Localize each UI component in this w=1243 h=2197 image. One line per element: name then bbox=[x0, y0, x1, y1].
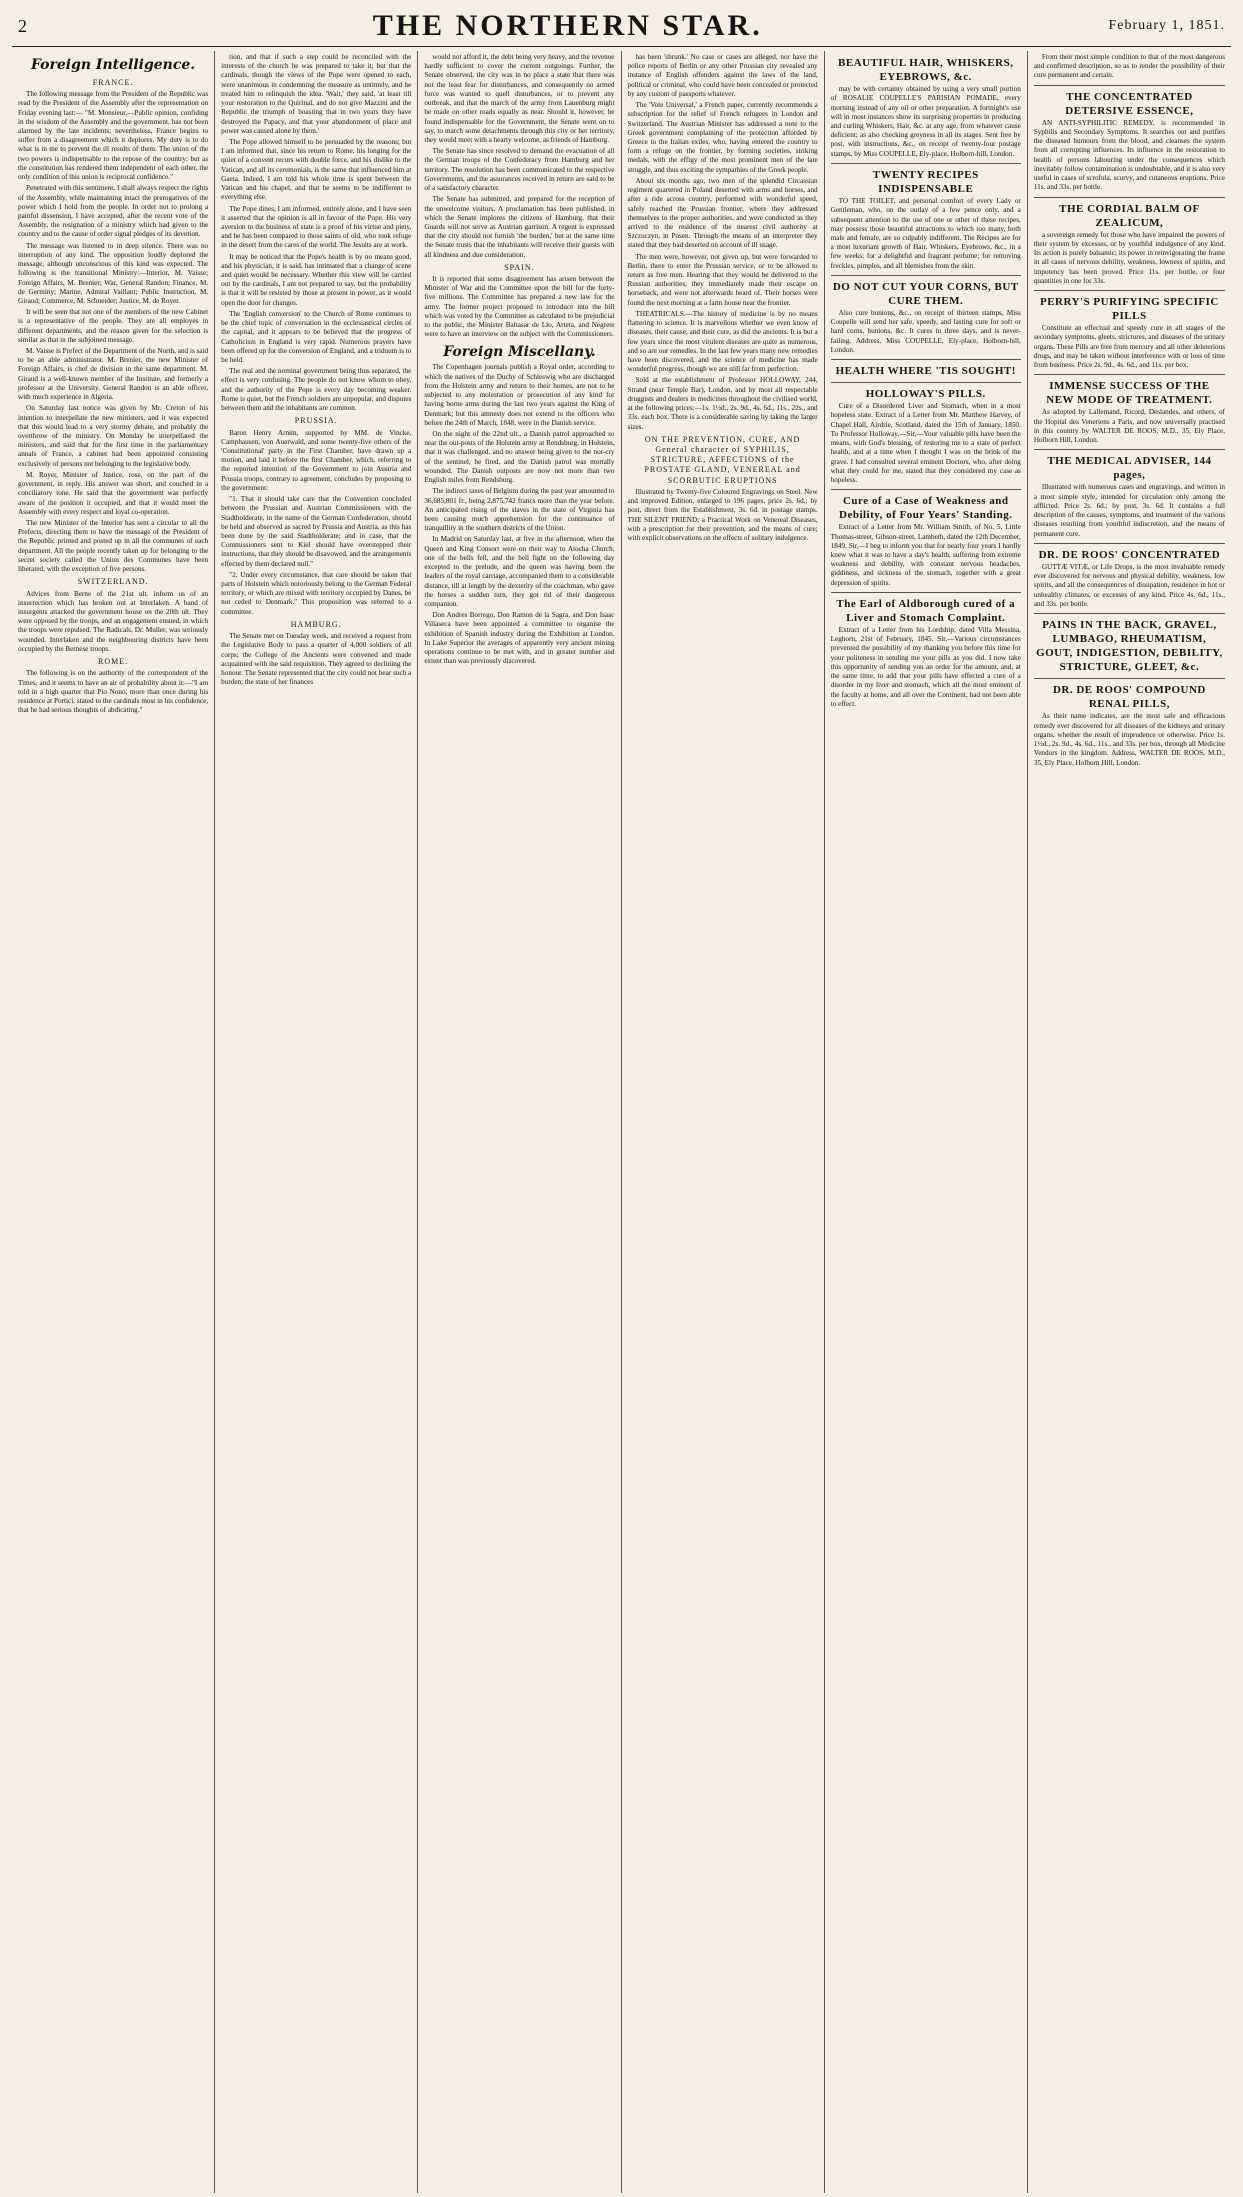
divider bbox=[1034, 374, 1225, 375]
article-paragraph: About six months ago, two men of the splendid Circassian regiment quartered in Poland deserted with arms and horses, and after a ride across country, performed with wonderful speed, safely reached the Prussian frontier, where they addressed themselves to the proper authorities, and were conducted as they arrived to the residence of the nearest civil authority at Szczuczyn, in Posen. Through the means of an interpreter they stated that they had deserted on account of ill usage. bbox=[627, 176, 818, 250]
divider bbox=[831, 163, 1021, 164]
article-heading: PERRY'S PURIFYING SPECIFIC PILLS bbox=[1039, 296, 1219, 323]
article-paragraph: Also cure bunions, &c., on receipt of thirteen stamps, Miss Coupelle will send her safe, speedy, and lasting cure for soft or hard corns, bunions, &c. It cures in three days, and is never-failing. Address, Miss COUPELLE, Ely-place, Holborn-hill, London. bbox=[830, 308, 1021, 354]
article-paragraph: M. Vaisse is Prefect of the Department of the North, and is said to be an able administrator. M. Brenier, the new Minister of Foreign Affairs, is chef de division in the same department. M. Giraud is a well-known member of the Institute, and formerly a professor at the University. General Randon is an able officer, with much experience in Algeria. bbox=[18, 347, 209, 402]
divider bbox=[1034, 85, 1225, 86]
column-3 bbox=[418, 51, 621, 2193]
divider bbox=[1034, 449, 1225, 450]
article-paragraph: On Saturday last notice was given by Mr. Creton of his intention to interpellate the new ministers, and it was expected that this would lead to a very stormy debate, and probably the overthrow of the ministry. On Monday he interpellated the ministers, and said that for the first time in the parliamentary annals of France, a cabinet had been appointed consisting exclusively of persons not belonging to the legislative body. bbox=[18, 404, 209, 468]
article-paragraph: Illustrated with numerous cases and engravings, and written in a most simple style, intended for circulation only among the afflicted. Price 2s. 6d.; by post, 3s. 6d. It contains a full description of the causes, symptoms, and treatment of the various diseases resulting from youthful indiscretion, and the means of permanent cure. bbox=[1033, 483, 1225, 538]
columns bbox=[12, 51, 1231, 2193]
article-paragraph: The Senate met on Tuesday week, and received a request from the Legislative Body to pass a quarter of 4,000 soldiers of all corps; the College of the Ancients were convened and made acquainted with the said requisition. They agreed to declining the honour. The Senate represented that the city could not bear such a burden; the state of her finances bbox=[221, 632, 412, 687]
article-paragraph: Advices from Berne of the 21st ult. inform us of an insurrection which has broken out at Interlaken. A band of insurgents attacked the government house on the 20th ult. They were opposed by the troops, and an engagement ensued, in which the troops were repulsed. The Radicals, Dr. Muller, was seriously wounded. Interlaken and the neighbouring districts have been occupied by the Bernese troops. bbox=[18, 589, 209, 653]
article-paragraph: On the night of the 22nd ult., a Danish patrol approached so near the out-posts of the Holstein army at Rendsburg, in Holstein, that it was challenged, and no answer being given to the nor-cry of the sentinel, he fired, and the Danish patrol was mortally wounded. The Danish outposts are now not more than two English miles from Rendsburg. bbox=[424, 430, 615, 485]
article-heading: IMMENSE SUCCESS OF THE NEW MODE OF TREATMENT. bbox=[1046, 380, 1213, 407]
article-paragraph: Penetrated with this sentiment, I shall always respect the rights of the Assembly, while maintaining intact the prerogatives of the power which I hold from the people. In order not to prolong a painful dissension, I have accepted, after the recent vote of the Assembly, the resignation of a ministry which had given to the country and to the cause of order signal pledges of its devotion. bbox=[18, 184, 209, 239]
issue-date: February 1, 1851. bbox=[1108, 18, 1225, 33]
article-paragraph: Cure of a Disordered Liver and Stomach, when in a most hopeless state. Extract of a Letter from Mr. Matthew Harvey, of Chapel Hall, Airdrie, Scotland, dated the 15th of January, 1850. To Professor Holloway,—Sir,—Your valuable pills have been the means, with God's blessing, of restoring me to a state of perfect health, and at a time when I thought I was on the brink of the grave. I had consulted several eminent Doctors, who, after doing what they could for me, stated that they considered my case as hopeless. bbox=[830, 402, 1021, 484]
divider bbox=[1034, 678, 1225, 679]
article-paragraph: Illustrated by Twenty-five Coloured Engravings on Steel. New and improved Edition, enlarged to 196 pages, price 2s. 6d.; by post, direct from the Establishment, 3s. 6d. in postage stamps. THE SILENT FRIEND; a Practical Work on Venereal Diseases, with a prescription for their prevention, and the means of cure; with explicit observations on the effects of solitary indulgence. bbox=[627, 487, 818, 543]
article-heading: DO NOT CUT YOUR CORNS, BUT CURE THEM. bbox=[832, 280, 1019, 307]
article-heading: HEALTH WHERE 'TIS SOUGHT! bbox=[835, 365, 1016, 378]
column-1 bbox=[12, 51, 215, 2193]
article-heading: Foreign Miscellany. bbox=[443, 343, 596, 360]
divider bbox=[831, 275, 1021, 276]
article-paragraph: The Pope allowed himself to be persuaded by the reasons; but I am informed that, since his return to Rome, his longing for the quiet of a convent recurs with double force, and his dislike to the Vatican, and all its ceremonials, is the same that influenced him at Gaeta. Indeed, I am told his whole time is spent between the Vatican and his chapel, and that he seems to be indifferent to everything else. bbox=[221, 137, 412, 202]
article-paragraph: The 'English conversion' to the Church of Rome continues to be the chief topic of conversation in the ecclesiastical circles of the capital, and it appears to be believed that the progress of Catholicism in England is very rapid. Numerous prayers have been offered up for the conversion of England, and a triduum is to be held. bbox=[221, 309, 412, 364]
article-heading: THE MEDICAL ADVISER, 144 pages, bbox=[1047, 455, 1212, 482]
article-heading: SPAIN. bbox=[504, 262, 535, 272]
divider bbox=[831, 359, 1021, 360]
divider bbox=[1034, 290, 1225, 291]
article-paragraph: The following message from the President of the Republic was read by the President of the Assembly after the representation on Friday evening last:— "M. Monsieur,—Public opinion, confiding in the wisdom of the Assembly and the government, has not been alarmed by the late incidents; nevertheless, France begins to suffer from a disagreement which it deplores. My duty is to do what is in me to prevent the ill results of them. The union of the two powers is indispensable to the repose of the country; but as the constitution has rendered them independent of each other, the only condition of this union is reciprocal confidence." bbox=[18, 90, 209, 182]
article-paragraph: From their most simple condition to that of the most dangerous and confirmed description, so as to render the possibility of their cure permanent and certain. bbox=[1033, 53, 1225, 80]
article-paragraph: M. Royer, Minister of Justice, rose, on the part of the government, in reply. His answer was short, and couched in a conciliatory tone. He said that the government was perfectly aware of the position it occupied, and that it would meet the Assembly with every respect and loyal co-operation. bbox=[18, 470, 209, 516]
article-heading: TWENTY RECIPES INDISPENSABLE bbox=[872, 168, 979, 195]
article-paragraph: It will be seen that not one of the members of the new Cabinet is a representative of the people. They are all employes in different departments, and the reason given for the selection is similar as that in the subjoined message. bbox=[18, 308, 209, 344]
article-paragraph: The following is on the authority of the correspondent of the Times, and it seems to have an air of probability about it:—"I am told in a high quarter that Pio Nono, more than once during his residence at Portici, stated to the cardinals most in his confidence, that he had serious thoughts of abdicating." bbox=[18, 669, 209, 715]
article-paragraph: The 'Vote Universal,' a French paper, currently recommends a subscription for the relief of French refugees in London and Switzerland. The Austrian Minister has addressed a note to the Greek government complaining of the protection afforded by Greece to the Italian exiles, who, having entered the country to form a refuge on the frontier, by forming societies, striking medals, with the effigy of the most prominent men of the late struggle, and thus exciting the sympathies of the Greek people. bbox=[627, 101, 818, 174]
article-heading: The Earl of Aldborough cured of a Liver and Stomach Complaint. bbox=[836, 597, 1016, 624]
article-paragraph: The men were, however, not given up, but were forwarded to Berlin, there to enter the Prussian service, or to be allowed to return as free men. Hearing that they would be delivered to the Russian authorities, they immediately made their escape on horseback, and were not afterwards heard of. Their horses were found the next morning at a farm house near the frontier. bbox=[627, 252, 818, 307]
article-paragraph: In Madrid on Saturday last, at five in the afternoon, when the Queen and King Consort were on their way to Atocha Church, one of the bells fell, and the bell fight on the following day excepted to the prelude, and the queen was having been the leaders of the royal carriage, accompanied them to a considerable distance, till at length by the dexterity of the coachman, who gave the horses a sudden turn, they got rid of their dangerous companion. bbox=[424, 535, 615, 608]
article-heading: HAMBURG. bbox=[290, 619, 342, 629]
article-heading: ROME. bbox=[98, 657, 129, 667]
article-heading: THE CORDIAL BALM OF ZEALICUM, bbox=[1059, 202, 1200, 229]
article-paragraph: "2. Under every circumstance, that care should be taken that parts of Holstein which notoriously belong to the German Federal territory, or which are mixed with territory occupied by Danes, be not ceded to Denmark." This proposition was referred to a committee. bbox=[221, 570, 412, 616]
newspaper-title: THE NORTHERN STAR. bbox=[372, 9, 763, 42]
divider bbox=[831, 489, 1021, 490]
article-paragraph: "1. That it should take care that the Convention concluded between the Prussian and Austrian Commissioners with the Stadtholderate, in the name of the German Confederation, should be held and observed as sacred by Prussia and Austria, as this has been done by the said Stadtholderate; and in case, that the Commissioners sent to Kiel should have overstepped their instructions, that they should be disavowed, and the arrangements effected by them declared null." bbox=[221, 495, 412, 568]
article-paragraph: It may be noticed that the Pope's health is by no means good, and his physician, it is said, has intimated that a change of scene and quiet would be necessary. Whether this view will be carried out by the cardinals, I am not prepared to say, but the probability is that it will be resisted by those at present in power, as it would open the door for changes. bbox=[221, 252, 412, 307]
article-heading: BEAUTIFUL HAIR, WHISKERS, EYEBROWS, &c. bbox=[837, 57, 1014, 84]
article-heading: FRANCE. bbox=[92, 77, 134, 87]
article-paragraph: Sold at the establishment of Professor HOLLOWAY, 244, Strand (near Temple Bar), London, and by most all respectable druggists and dealers in medicines throughout the civilised world, at the following prices:—1s. 1½d., 2s. 9d., 4s. 6d., 11s., 22s., and 33s. each box. There is a considerable saving by taking the larger sizes. bbox=[627, 376, 818, 431]
article-paragraph: The Senate has submitted, and prepared for the reception of the unwelcome visitors. A proclamation has been published, in which the Senate implores the citizens of Hamburg, that their Guards will not serve as Austrian garrison. A regent is expressed that the city should not furnish 'the burden,' but at the same time the Senate trusts that the inhabitants will receive their guests with all kindness and due consideration. bbox=[424, 195, 615, 259]
article-heading: THE CONCENTRATED DETERSIVE ESSENCE, bbox=[1065, 90, 1194, 117]
article-paragraph: The indirect taxes of Belgium during the past year amounted to 36,685,801 fr., being 2,875,742 francs more than the year before. An anticipated rising of the slaves in the state of Virginia has been causing much apprehension for the continuance of tranquillity in the southern districts of the Union. bbox=[424, 487, 615, 533]
article-paragraph: has been 'shrunk.' No case or cases are alleged, nor have the police reports of Berlin or any other Prussian city revealed any instance of English offenders against the laws of the land, political or criminal, who could have been concealed or protected by any custom of passports whatever. bbox=[627, 53, 818, 98]
masthead bbox=[12, 6, 1231, 47]
article-paragraph: Extract of a Letter from his Lordship, dated Villa Messina, Leghorn, 21st of February, 1845. Sir,—Various circumstances prevented the possibility of my thanking you before this time for your politeness in sending me your pills as you did. I now take this opportunity of sending you an order for the amount, and, at the same time, to add that your pills have effected a cure of a disorder in my liver and stomach, which all the most eminent of the faculty at home, and all over the Continent, had not been able to effect. bbox=[830, 626, 1021, 708]
article-paragraph: The Pope dines, I am informed, entirely alone, and I have seen it asserted that the opinion is all in favour of the Pope. His very aversion to the business of state is a proof of his virtue and piety, and he has been compared to those saints of old, who took refuge in the desert from the cares of the world. The Jesuits are at work. bbox=[221, 204, 412, 250]
article-paragraph: tion, and that if such a step could be reconciled with the interests of the church he was prepared to take it; but that the cardinals, though the views of the Pope were opened to each, were unanimous in condemning the measure as untimely, and he treated him to relinquish the idea. 'Wait,' they said, 'at least till your restoration to the Quirinal, and do not give Mazzini and the Republic the triumph of boasting that in two years they have destroyed the Papacy, and that your abandonment of place and power was caused alone by them.' bbox=[221, 53, 412, 135]
article-paragraph: may be with certainty obtained by using a very small portion of ROSALIE COUPELLE'S PARISIAN POMADE, every morning instead of any oil or other preparation. A fortnight's use will in most instances show its surprising properties in producing and curling Whiskers, Hair, &c. at any age, from whatever cause deficient; as also checking greyness in all its stages. Sent free by post, with instructions, &c., on receipt of twenty-four postage stamps, by Miss COUPELLE, Ely-place, Holborn-hill, London. bbox=[830, 85, 1021, 158]
divider bbox=[1034, 613, 1225, 614]
article-paragraph: Don Andres Borrego, Don Ramon de la Sagra, and Don Isaac Villaseca have been appointed a committee to organise the exhibition of Spanish industry during the Exhibition at London. In Lake Superior the averages of apparently very ancient mining operations continue to be met with, and in greater number and extent than was previously discovered. bbox=[424, 611, 615, 666]
article-heading: HOLLOWAY'S PILLS. bbox=[865, 388, 986, 401]
divider bbox=[831, 382, 1021, 383]
article-paragraph: As their name indicates, are the most safe and efficacious remedy ever discovered for all diseases of the kidneys and urinary organs, whether the result of imprudence or otherwise. Price 1s. 1½d., 2s. 9d., 4s. 6d., 11s., and 33s. per box, through all Medicine Vendors in the kingdom. Address, WALTER DE ROOS, M.D., 35, Ely Place, Holborn Hill, London. bbox=[1033, 712, 1225, 767]
column-5 bbox=[825, 51, 1028, 2193]
article-heading: ON THE PREVENTION, CURE, AND General character of SYPHILIS, STRICTURE, AFFECTIONS of the PROSTATE GLAND, VENEREAL and SCORBUTIC ERUPTIONS bbox=[644, 434, 801, 485]
page-number: 2 bbox=[18, 15, 27, 36]
article-paragraph: Extract of a Letter from Mr. William Smith, of No. 5, Little Thomas-street, Gibson-street, Lambeth, dated the 12th December, 1849. Sir,—I beg to inform you that for nearly four years I hardly knew what it was to have a day's health, suffering from extreme weakness and debility, with constant nervous headaches, giddiness, and sickness of the stomach, together with a great depression of spirits. bbox=[830, 523, 1021, 587]
article-paragraph: AN ANTI-SYPHILITIC REMEDY, is recommended in Syphilis and Secondary Symptoms. It searches out and purifies the diseased humours from the blood, and cleanses the system from all corrupting influences. Its influence in the restoration to health of persons labouring under the consequences which inevitably follow contamination is undoubtable, and it is also very useful in cases of scrofula, scurvy, and cutaneous eruptions. Price 11s. and 33s. per bottle. bbox=[1033, 118, 1225, 192]
article-heading: DR. DE ROOS' COMPOUND RENAL PILLS, bbox=[1052, 684, 1206, 711]
article-paragraph: The new Minister of the Interior has sent a circular to all the Prefects, directing them to have the message of the President of the Republic printed and posted up in all the communes of each department. All the people recently taken up for belonging to the secret society called the Union des Communes have been liberated, with the exception of five persons. bbox=[18, 518, 209, 574]
column-2 bbox=[215, 51, 418, 2193]
article-paragraph: The message was listened to in deep silence. There was no interruption of any kind. The opposition loudly deplored the message, although unconscious of this kind was expected. The following is the transitional Ministry:—Interior, M. Vaisse; Foreign Affairs, M. Brenier; War, General Randon; Finance, M. de Germiny; Marine, Admiral Vaillant; Public Instruction, M. Giraud; Commerce, M. Schneider; Justice, M. de Royer. bbox=[18, 241, 209, 305]
divider bbox=[1034, 543, 1225, 544]
article-paragraph: It is reported that some disagreement has arisen between the Minister of War and the Committee upon the bill for the forty-five millions. The Committee has prepared a new law for the army. The former project proposed to introduce into the bill which was voted by the Committee as calculated to be prejudicial to the public, the Minister Baltasar de Llo, Arteta, and Negrete were to have an interview on the subject with the Commissioners. bbox=[424, 275, 615, 339]
article-paragraph: The Copenhagen journals publish a Royal order, according to which the natives of the Duchy of Schleswig who are discharged from the Holstein army and return to their homes, are not to be subjected to any molestation or prosecution of any kind for having borne arms during the last two years against the King of Denmark; but this amnesty does not extend to the officers who before the 24th of March, 1848, were in the Danish service. bbox=[424, 363, 615, 427]
divider bbox=[1034, 197, 1225, 198]
article-paragraph: GUTTÆ VITÆ, or Life Drops, is the most invaluable remedy ever discovered for nervous and physical debility, weakness, low spirits, and all the consequences of dissipation, residence in hot or unhealthy climates, or excesses of any kind. Price 4s. 6d., 11s., and 33s. per bottle. bbox=[1033, 562, 1225, 608]
article-paragraph: The Senate has since resolved to demand the evacuation of all the German troops of the Confederacy from Hamburg and her territory. The resolution has been communicated to the respective Governments, and the assurances received in return are said to be of a satisfactory character. bbox=[424, 147, 615, 193]
article-heading: Cure of a Case of Weakness and Debility, of Four Years' Standing. bbox=[839, 495, 1013, 522]
article-paragraph: As adopted by Lallemand, Ricord, Deslandes, and others, of the Hopital des Veneriens a Paris, and now universally practised in this country by WALTER DE ROOS, M.D., 35, Ely Place, Holborn Hill, London. bbox=[1033, 408, 1225, 445]
divider bbox=[831, 592, 1021, 593]
article-paragraph: a sovereign remedy for those who have impaired the powers of their system by excesses, or by youthful indulgence of any kind. Its action is purely balsamic; its power in reinvigorating the frame in all cases of nervous debility, weakness, lowness of spirits, and impotency has been proved. Price 11s. per bottle, or four quantities in one for 33s. bbox=[1033, 230, 1225, 285]
article-heading: DR. DE ROOS' CONCENTRATED bbox=[1038, 548, 1221, 561]
article-heading: PRUSSIA. bbox=[294, 416, 338, 426]
article-paragraph: TO THE TOILET, and personal comfort of every Lady or Gentleman, who, on the outlay of a few pence only, and a subsequent attention to the use of one or other of these recipes, may possess those beautiful attractions to which too many, both male and female, are so culpably indifferent. The Recipes are for a most luxuriant growth of Hair, Whiskers, Eyebrows, &c., in a few weeks; for a delightful and fragrant perfume; for removing freckles, pimples, and all blemishes from the skin. bbox=[830, 197, 1021, 270]
article-paragraph: THEATRICALS.—The history of medicine is by no means flattering to science. It is marvellous whether we even know of diseases, their cause, and their cure, as did the ancients. It is but a few years since the most virulent diseases are quite as numerous, and so are our remedies. In the last few years many new remedies have been discovered, and the science of medicine has made wonderful progress, though we are still far from perfection. bbox=[627, 309, 818, 374]
article-paragraph: The real and the nominal government being thus separated, the effect is very confusing. The people do not know whom to obey, and the authority of the Pope is every day becoming weaker. Rome is quiet, but the French soldiers are unpopular, and disputes between them and the inhabitants are common. bbox=[221, 367, 412, 413]
article-paragraph: Constitute an effectual and speedy cure in all stages of the secondary symptoms, gleets, strictures, and diseases of the urinary organs. These Pills are free from mercury and all other deleterious drugs, and may be taken without interference with or loss of time from business. Price 2s. 9d., 4s. 6d., and 11s. per box. bbox=[1033, 324, 1225, 370]
section-title: Foreign Intelligence. bbox=[30, 57, 196, 73]
article-heading: SWITZERLAND. bbox=[77, 577, 149, 587]
column-6 bbox=[1028, 51, 1231, 2193]
article-paragraph: Baron Henry Arnim, supported by MM. de Vincke, Camphausen, von Auerwald, and some twenty-five others of the 'Constitutional' party in the First Chamber, have drawn up a motion, and laid it before the first Chamber, which, referring to the reported intention of the Government to join Austria and Prussia troops, contrary to agreement, concludes by proposing to the government: bbox=[221, 428, 412, 492]
column-4 bbox=[622, 51, 825, 2193]
article-paragraph: would not afford it, the debt being very heavy, and the revenue hardly sufficient to cover the current outgoings. Further, the Senate observed, the city was in no place a state that there was not the least fear for disturbances, and consequently no armed force was wanted to quell disturbances, or to prevent any outbreak, and that the march of the army from Lauenburg might be made on other roads equally as near. Should it, however, be found indispensable for the Government, the Senate went on to say, to march some detachments through this city or her territory, they would meet with a hearty welcome, as friends of Hamburg. bbox=[424, 53, 615, 144]
article-heading: PAINS IN THE BACK, GRAVEL, LUMBAGO, RHEUMATISM, GOUT, INDIGESTION, DEBILITY, STRICTURE, GLEET, &c. bbox=[1036, 618, 1223, 674]
